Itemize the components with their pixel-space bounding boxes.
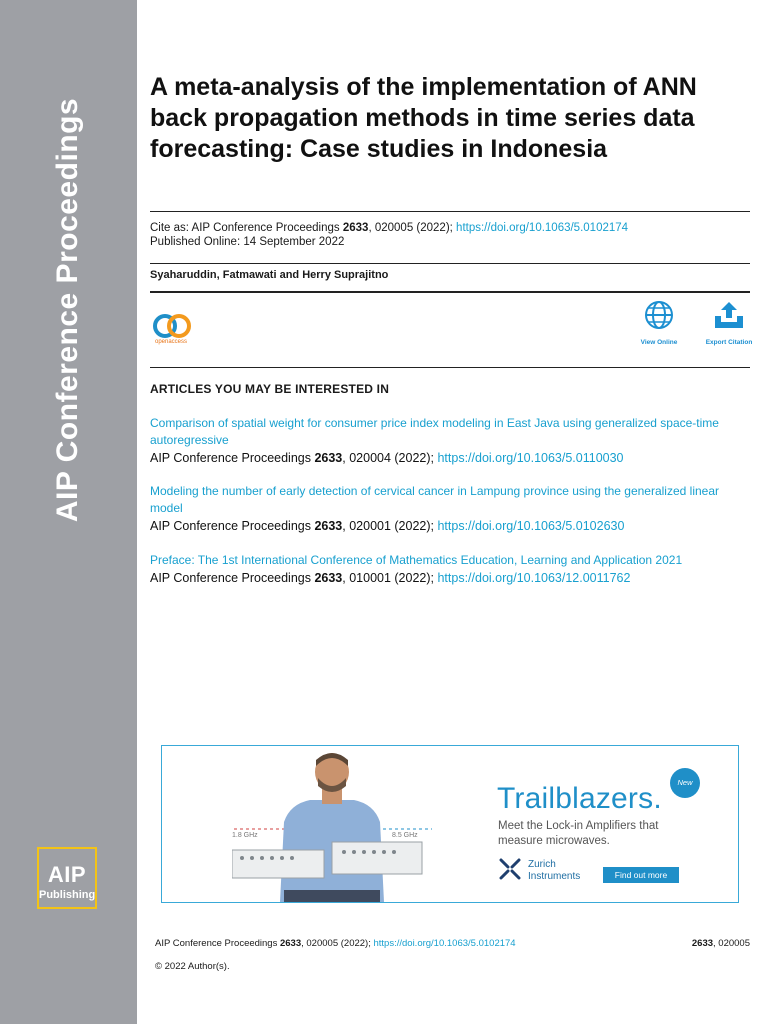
aip-logo-text: AIP xyxy=(47,862,87,887)
related-article-citation xyxy=(150,569,750,587)
ad-brand-line-2: Instruments xyxy=(528,871,581,882)
related-article xyxy=(150,415,750,467)
published-date: Published Online: 14 September 2022 xyxy=(150,236,345,248)
citation-prefix: Cite as: AIP Conference Proceedings xyxy=(150,222,343,234)
paper-doi-link[interactable]: https://doi.org/10.1063/5.0102174 xyxy=(456,222,629,234)
related-journal: AIP Conference Proceedings xyxy=(150,519,315,533)
related-article-title[interactable]: Preface: The 1st International Conference of Mathematics Education, Learning and Application 2021 xyxy=(150,553,683,567)
footer-doi-link[interactable]: https://doi.org/10.1063/5.0102174 xyxy=(373,938,516,949)
ad-headline: Trailblazers. xyxy=(497,782,662,815)
footer-page-id xyxy=(692,938,750,949)
related-volume: 2633 xyxy=(314,519,343,533)
related-suffix: , 020004 (2022); xyxy=(342,451,438,465)
footer-right-volume: 2633 xyxy=(691,938,714,949)
divider xyxy=(150,367,750,368)
divider xyxy=(150,291,750,293)
related-doi-link[interactable]: https://doi.org/10.1063/12.0011762 xyxy=(437,571,631,585)
view-online-button[interactable] xyxy=(629,300,689,346)
paper-title: A meta-analysis of the implementation of ANN back propagation methods in time series data forecasting: Case studies in Indonesia xyxy=(150,73,697,163)
globe-icon xyxy=(644,300,674,330)
ad-subline-2: measure microwaves. xyxy=(498,835,610,847)
citation-line xyxy=(150,221,628,236)
citation-suffix: , 020005 (2022); xyxy=(368,222,457,234)
export-citation-button[interactable] xyxy=(699,300,759,346)
view-online-label: View Online xyxy=(640,339,678,346)
related-journal: AIP Conference Proceedings xyxy=(150,571,315,585)
divider xyxy=(150,263,750,264)
citation-volume: 2633 xyxy=(342,222,369,234)
related-volume: 2633 xyxy=(314,571,343,585)
related-volume: 2633 xyxy=(314,451,343,465)
footer-volume: 2633 xyxy=(279,938,302,949)
aip-publishing-logo[interactable] xyxy=(37,847,97,909)
ad-subline xyxy=(498,819,658,849)
footer-citation xyxy=(155,938,516,949)
authors: Syaharuddin, Fatmawati and Herry Suprajitno xyxy=(150,269,389,281)
export-citation-label: Export Citation xyxy=(705,339,753,346)
related-journal: AIP Conference Proceedings xyxy=(150,451,315,465)
frequency-label: 8.5 GHz xyxy=(392,832,418,839)
journal-sidebar xyxy=(0,0,137,1024)
ad-brand xyxy=(528,859,580,883)
related-article xyxy=(150,483,750,535)
related-suffix: , 010001 (2022); xyxy=(342,571,438,585)
zurich-instruments-logo-icon xyxy=(499,858,521,880)
ad-brand-line-1: Zurich xyxy=(528,859,556,870)
divider xyxy=(150,211,750,212)
ad-subline-1: Meet the Lock-in Amplifiers that xyxy=(498,820,659,832)
related-suffix: , 020001 (2022); xyxy=(342,519,438,533)
copyright: © 2022 Author(s). xyxy=(155,961,230,972)
footer-journal: AIP Conference Proceedings xyxy=(155,938,280,949)
related-article-title[interactable]: Modeling the number of early detection of cervical cancer in Lampung province using the generalized linear model xyxy=(150,484,719,515)
related-article xyxy=(150,552,750,587)
related-article-citation xyxy=(150,449,750,467)
find-out-more-button[interactable]: Find out more xyxy=(603,867,679,883)
related-doi-link[interactable]: https://doi.org/10.1063/5.0102630 xyxy=(437,519,625,533)
journal-title: AIP Conference Proceedings xyxy=(51,97,84,523)
footer-suffix: , 020005 (2022); xyxy=(301,938,374,949)
related-article-title[interactable]: Comparison of spatial weight for consumer price index modeling in East Java using generalized space-time autoregressive xyxy=(150,416,719,447)
publishing-logo-text: Publishing xyxy=(39,889,96,901)
open-access-label: openaccess xyxy=(155,339,188,345)
advertisement-banner[interactable] xyxy=(161,745,739,903)
related-articles-heading: ARTICLES YOU MAY BE INTERESTED IN xyxy=(150,382,390,396)
new-badge: New xyxy=(670,768,700,798)
related-article-citation xyxy=(150,517,750,535)
presenter-illustration xyxy=(232,752,432,902)
frequency-label: 1.8 GHz xyxy=(232,832,258,839)
export-icon xyxy=(712,300,746,330)
related-doi-link[interactable]: https://doi.org/10.1063/5.0110030 xyxy=(437,451,624,465)
footer-right-suffix: , 020005 xyxy=(713,938,750,949)
